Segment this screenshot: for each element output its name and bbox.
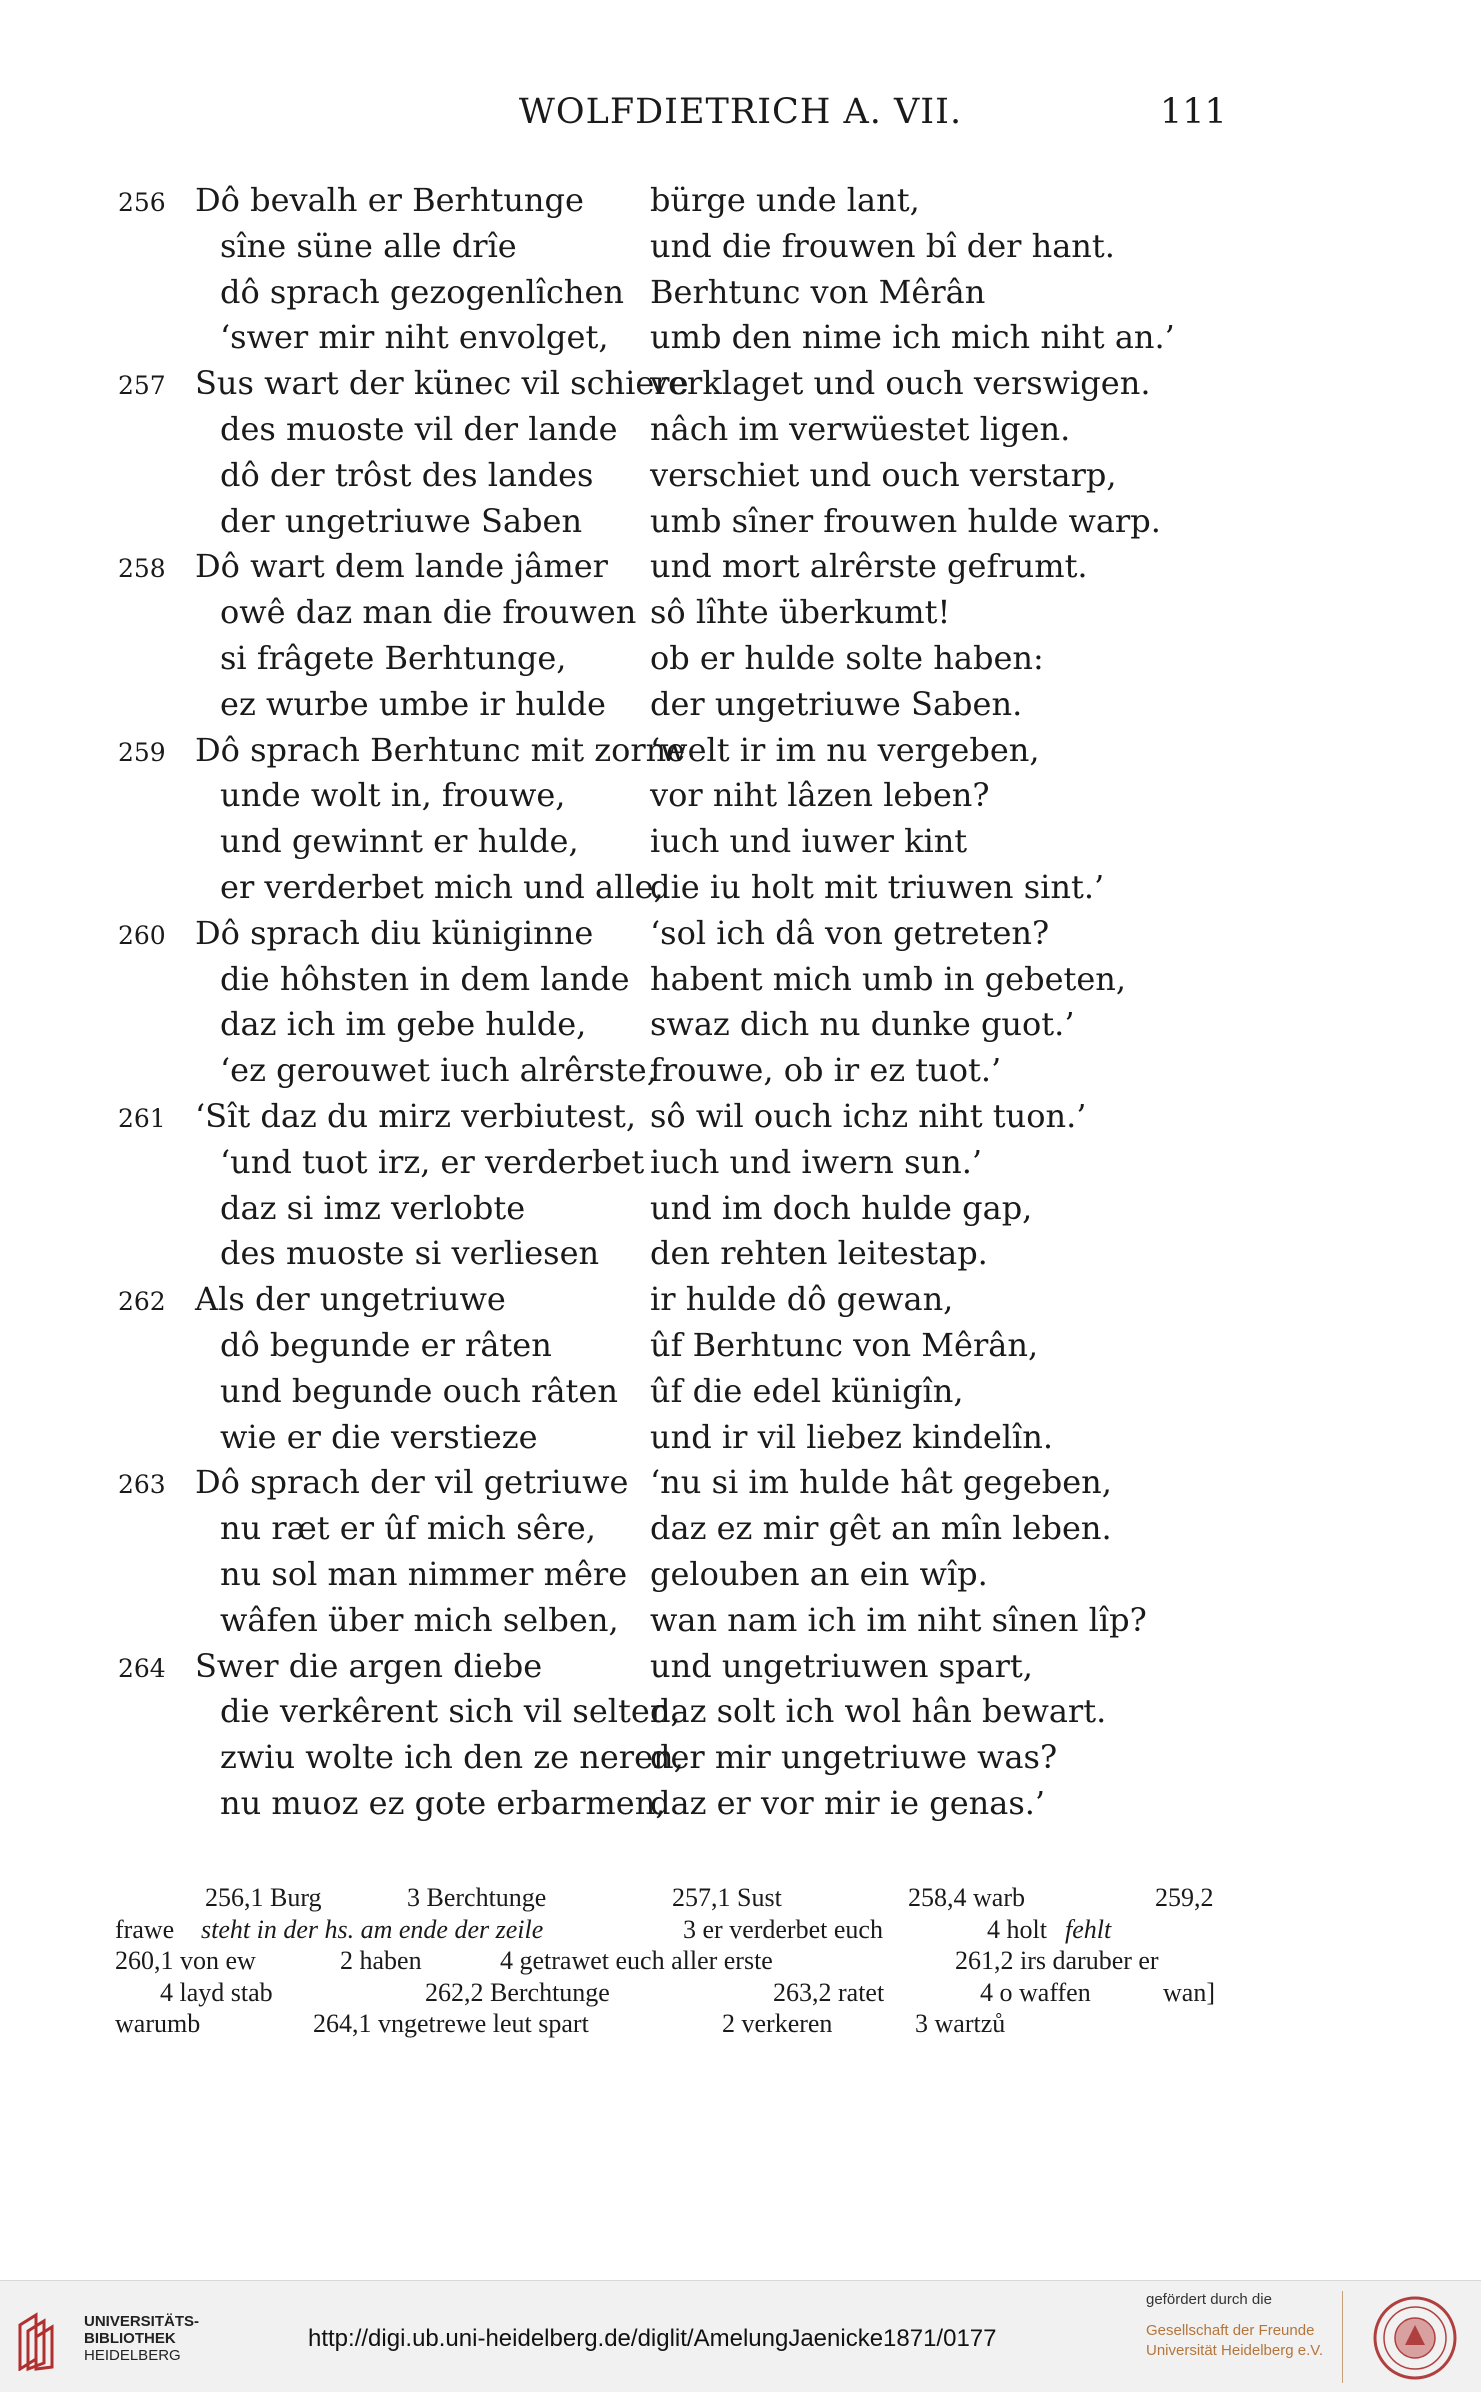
verse-first-half: dô sprach gezogenlîchen — [220, 272, 625, 311]
stanza-number: 257 — [118, 371, 166, 401]
verse-line — [0, 1231, 1481, 1277]
footnote-entry: steht in der hs. am ende der zeile — [201, 1914, 544, 1944]
university-seal-icon — [1372, 2295, 1458, 2381]
verse-line — [0, 407, 1481, 453]
verse-line — [0, 1598, 1481, 1644]
verse-first-half: ‘ez gerouwet iuch alrêrste, — [220, 1051, 657, 1090]
verse-first-half: daz ich im gebe hulde, — [220, 1005, 587, 1044]
verse-line — [0, 1369, 1481, 1415]
verse-first-half: Dô wart dem lande jâmer — [195, 547, 608, 586]
verse-line — [0, 1277, 1481, 1323]
verse-line — [0, 728, 1481, 774]
verse-first-half: unde wolt in, frouwe, — [220, 776, 566, 815]
footnote-entry: 2 verkeren — [722, 2009, 833, 2038]
library-name — [84, 2313, 199, 2364]
verse-line — [0, 1644, 1481, 1690]
verse-second-half: iuch und iwern sun.’ — [650, 1142, 983, 1181]
verse-line — [0, 682, 1481, 728]
verse-first-half: nu sol man nimmer mêre — [220, 1554, 628, 1593]
verse-first-half: owê daz man die frouwen — [220, 593, 637, 632]
stanza-number: 262 — [118, 1287, 166, 1317]
verse-first-half: Dô sprach Berhtunc mit zorne — [195, 730, 686, 769]
verse-first-half: daz si imz verlobte — [220, 1188, 526, 1227]
verse-first-half: und gewinnt er hulde, — [220, 822, 579, 861]
verse-first-half: Als der ungetriuwe — [195, 1280, 506, 1319]
footnote-line — [115, 1882, 1230, 1914]
verse-first-half: Dô sprach der vil getriuwe — [195, 1463, 629, 1502]
verse-second-half: Berhtunc von Mêrân — [650, 272, 986, 311]
verse-second-half: wan nam ich im niht sînen lîp? — [650, 1600, 1147, 1639]
verse-second-half: und ungetriuwen spart, — [650, 1646, 1033, 1685]
verse-line — [0, 178, 1481, 224]
footnote-entry: 4 getrawet euch aller erste — [500, 1946, 773, 1975]
verse-second-half: daz ez mir gêt an mîn leben. — [650, 1509, 1112, 1548]
verse-line — [0, 1094, 1481, 1140]
verse-second-half: daz er vor mir ie genas.’ — [650, 1783, 1046, 1822]
verse-second-half: nâch im verwüestet ligen. — [650, 409, 1071, 448]
footnote-entry: fehlt — [1065, 1914, 1112, 1944]
verse-first-half: nu muoz ez gote erbarmen, — [220, 1783, 666, 1822]
verse-second-half: ob er hulde solte haben: — [650, 638, 1044, 677]
footnote-entry: 2 haben — [340, 1946, 422, 1975]
verse-second-half: sô wil ouch ichz niht tuon.’ — [650, 1096, 1087, 1135]
footnote-entry: 257,1 Sust — [672, 1883, 782, 1912]
verse-second-half: und die frouwen bî der hant. — [650, 226, 1115, 265]
verse-line — [0, 911, 1481, 957]
verse-line — [0, 1048, 1481, 1094]
verse-first-half: wie er die verstieze — [220, 1417, 538, 1456]
verse-first-half: des muoste si verliesen — [220, 1234, 600, 1273]
permalink-url[interactable]: http://digi.ub.uni-heidelberg.de/diglit/AmelungJaenicke1871/0177 — [308, 2325, 997, 2352]
verse-line — [0, 224, 1481, 270]
verse-second-half: umb sîner frouwen hulde warp. — [650, 501, 1161, 540]
verse-first-half: Dô bevalh er Berhtunge — [195, 181, 584, 219]
verse-first-half: der ungetriuwe Saben — [220, 501, 583, 540]
digitization-footer — [0, 2280, 1481, 2392]
verse-first-half: ‘und tuot irz, er verderbet — [220, 1142, 645, 1181]
sponsor-name-line: Gesellschaft der Freunde — [1146, 2322, 1315, 2339]
verse-second-half: ‘sol ich dâ von getreten? — [650, 913, 1050, 952]
footnote-entry: 261,2 irs daruber er — [955, 1946, 1159, 1975]
verse-second-half: frouwe, ob ir ez tuot.’ — [650, 1051, 1002, 1090]
footnote-entry: 256,1 Burg — [205, 1883, 322, 1912]
verse-second-half: iuch und iuwer kint — [650, 822, 968, 861]
verse-second-half: vor niht lâzen leben? — [650, 776, 990, 815]
verse-first-half: er verderbet mich und alle, — [220, 867, 664, 906]
verse-first-half: und begunde ouch râten — [220, 1371, 618, 1410]
stanza-number: 264 — [118, 1653, 166, 1683]
verse-first-half: dô begunde er râten — [220, 1325, 552, 1364]
footnote-entry: wan] — [1163, 1977, 1215, 2007]
verse-line — [0, 819, 1481, 865]
verse-second-half: ‘nu si im hulde hât gegeben, — [650, 1463, 1112, 1502]
verse-second-half: daz solt ich wol hân bewart. — [650, 1692, 1107, 1731]
verse-first-half: zwiu wolte ich den ze neren, — [220, 1738, 684, 1777]
verse-second-half: verschiet und ouch verstarp, — [650, 455, 1117, 494]
verse-first-half: nu ræt er ûf mich sêre, — [220, 1509, 596, 1548]
footnote-entry: 3 Berchtunge — [407, 1883, 547, 1912]
footnote-entry: 264,1 vngetrewe leut spart — [313, 2009, 589, 2038]
stanza-number: 263 — [118, 1470, 166, 1500]
verse-second-half: den rehten leitestap. — [650, 1234, 988, 1273]
verse-second-half: habent mich umb in gebeten, — [650, 959, 1127, 998]
library-name-line: BIBLIOTHEK — [84, 2330, 176, 2347]
footnote-line — [115, 1945, 1230, 1977]
footer-divider — [1342, 2291, 1343, 2383]
verse-second-half: swaz dich nu dunke guot.’ — [650, 1005, 1075, 1044]
footnote-entry: 3 wartzů — [915, 2009, 1006, 2038]
verse-second-half: ûf die edel künigîn, — [650, 1371, 964, 1410]
verse-second-half: der mir ungetriuwe was? — [650, 1738, 1058, 1777]
verse-second-half: die iu holt mit triuwen sint.’ — [650, 867, 1105, 906]
verse-first-half: die verkêrent sich vil selten, — [220, 1692, 681, 1731]
sponsor-label: gefördert durch die — [1146, 2291, 1272, 2308]
verse-first-half: des muoste vil der lande — [220, 409, 618, 448]
verse-line — [0, 590, 1481, 636]
verse-line — [0, 1781, 1481, 1827]
verse-line — [0, 453, 1481, 499]
verse-line — [0, 499, 1481, 545]
verse-first-half: dô der trôst des landes — [220, 455, 594, 494]
verse-first-half: sîne süne alle drîe — [220, 226, 517, 265]
verse-line — [0, 957, 1481, 1003]
verse-line — [0, 1002, 1481, 1048]
verse-text — [0, 178, 1481, 1827]
verse-second-half: und ir vil liebez kindelîn. — [650, 1417, 1054, 1456]
verse-second-half: und im doch hulde gap, — [650, 1188, 1033, 1227]
verse-second-half: umb den nime ich mich niht an.’ — [650, 318, 1175, 357]
footnote-line — [115, 1977, 1230, 2009]
footnote-line — [115, 1914, 1230, 1946]
footnote-entry: 260,1 von ew — [115, 1946, 256, 1975]
verse-first-half: ez wurbe umbe ir hulde — [220, 684, 606, 723]
stanza-number: 261 — [118, 1103, 166, 1133]
verse-line — [0, 1552, 1481, 1598]
footnote-entry: warumb — [115, 2009, 201, 2038]
verse-second-half: ir hulde dô gewan, — [650, 1280, 954, 1319]
verse-line — [0, 1323, 1481, 1369]
verse-first-half: die hôhsten in dem lande — [220, 959, 630, 998]
verse-second-half: und mort alrêrste gefrumt. — [650, 547, 1088, 586]
footnote-entry: 262,2 Berchtunge — [425, 1977, 610, 2007]
library-logo-icon — [14, 2311, 66, 2371]
footnote-entry: 4 layd stab — [160, 1977, 273, 2007]
verse-line — [0, 315, 1481, 361]
footnote-entry: 3 er verderbet euch — [683, 1914, 883, 1944]
verse-line — [0, 1415, 1481, 1461]
verse-second-half: bürge unde lant, — [650, 181, 920, 219]
verse-line — [0, 773, 1481, 819]
verse-first-half: ‘Sît daz du mirz verbiutest, — [195, 1096, 637, 1135]
verse-first-half: si frâgete Berhtunge, — [220, 638, 567, 677]
verse-line — [0, 361, 1481, 407]
footnote-entry: 258,4 warb — [908, 1883, 1025, 1912]
verse-line — [0, 1460, 1481, 1506]
verse-line — [0, 1506, 1481, 1552]
running-title: WOLFDIETRICH A. VII. — [518, 92, 963, 132]
verse-first-half: wâfen über mich selben, — [220, 1600, 619, 1639]
footnote-line — [115, 2008, 1230, 2040]
verse-first-half: Sus wart der künec vil schiere — [195, 364, 689, 403]
footnote-entry: 4 holt — [987, 1914, 1047, 1944]
stanza-number: 260 — [118, 920, 166, 950]
verse-line — [0, 1689, 1481, 1735]
verse-second-half: verklaget und ouch verswigen. — [650, 364, 1151, 403]
sponsor-name-line: Universität Heidelberg e.V. — [1146, 2342, 1324, 2359]
verse-first-half: Dô sprach diu küniginne — [195, 913, 594, 952]
footnote-entry: 263,2 ratet — [773, 1977, 885, 2007]
verse-line — [0, 1186, 1481, 1232]
verse-second-half: gelouben an ein wîp. — [650, 1554, 988, 1593]
footnote-entry: 259,2 — [1155, 1883, 1214, 1912]
library-name-line: HEIDELBERG — [84, 2347, 181, 2364]
verse-second-half: der ungetriuwe Saben. — [650, 684, 1023, 723]
stanza-number: 256 — [118, 188, 166, 217]
verse-line — [0, 270, 1481, 316]
footnote-entry: 4 o waffen — [980, 1977, 1091, 2007]
verse-second-half: ûf Berhtunc von Mêrân, — [650, 1325, 1039, 1364]
stanza-number: 258 — [118, 554, 166, 584]
library-name-line: UNIVERSITÄTS- — [84, 2313, 200, 2330]
sponsor-name — [1146, 2321, 1323, 2361]
verse-first-half: Swer die argen diebe — [195, 1646, 543, 1685]
verse-first-half: ‘swer mir niht envolget, — [220, 318, 609, 357]
verse-line — [0, 1735, 1481, 1781]
verse-line — [0, 636, 1481, 682]
verse-line — [0, 1140, 1481, 1186]
footnote-entry: frawe — [115, 1914, 175, 1944]
verse-second-half: sô lîhte überkumt! — [650, 593, 951, 632]
verse-line — [0, 865, 1481, 911]
critical-apparatus — [115, 1882, 1230, 2040]
verse-second-half: ‘welt ir im nu vergeben, — [650, 730, 1040, 769]
stanza-number: 259 — [118, 737, 166, 767]
verse-line — [0, 544, 1481, 590]
page-number: 111 — [1160, 92, 1227, 132]
